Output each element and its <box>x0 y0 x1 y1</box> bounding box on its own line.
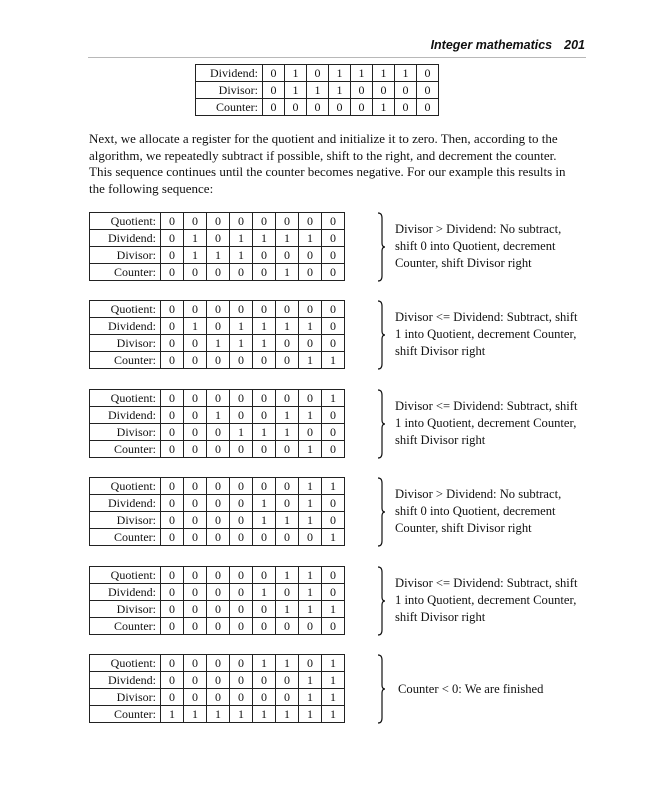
bit-cell: 0 <box>161 441 184 458</box>
bit-cell: 0 <box>276 529 299 546</box>
register-row <box>90 567 345 584</box>
bit-cell: 0 <box>230 352 253 369</box>
bit-cell: 0 <box>184 352 207 369</box>
register-row <box>90 318 345 335</box>
bit-cell: 1 <box>253 706 276 723</box>
bit-cell: 0 <box>161 247 184 264</box>
bit-cell: 0 <box>253 618 276 635</box>
bit-cell: 0 <box>417 65 439 82</box>
bit-cell: 1 <box>230 247 253 264</box>
bit-cell: 0 <box>207 512 230 529</box>
bit-cell: 0 <box>207 478 230 495</box>
bit-cell: 0 <box>276 213 299 230</box>
bit-cell: 0 <box>207 390 230 407</box>
register-label: Counter: <box>90 706 161 723</box>
initial-register-table <box>195 64 439 116</box>
step-register-table <box>89 212 345 281</box>
bit-cell: 0 <box>322 584 345 601</box>
bit-cell: 0 <box>276 584 299 601</box>
bit-cell: 1 <box>253 230 276 247</box>
bit-cell: 0 <box>253 247 276 264</box>
header-rule <box>88 57 586 58</box>
register-label: Quotient: <box>90 567 161 584</box>
bit-cell: 0 <box>207 264 230 281</box>
bit-cell: 1 <box>276 407 299 424</box>
bit-cell: 0 <box>161 213 184 230</box>
bit-cell: 0 <box>230 301 253 318</box>
bit-cell: 1 <box>253 335 276 352</box>
bit-cell: 1 <box>253 424 276 441</box>
register-label: Quotient: <box>90 213 161 230</box>
bit-cell: 0 <box>184 264 207 281</box>
bit-cell: 0 <box>184 213 207 230</box>
bit-cell: 0 <box>322 618 345 635</box>
brace-icon <box>377 212 386 282</box>
register-label: Divisor: <box>90 247 161 264</box>
bit-cell: 1 <box>230 230 253 247</box>
bit-cell: 0 <box>253 390 276 407</box>
bit-cell: 0 <box>373 82 395 99</box>
bit-cell: 0 <box>230 672 253 689</box>
bit-cell: 0 <box>184 512 207 529</box>
register-label: Counter: <box>196 99 263 116</box>
bit-cell: 1 <box>276 601 299 618</box>
bit-cell: 0 <box>161 689 184 706</box>
register-row <box>90 478 345 495</box>
bit-cell: 0 <box>276 672 299 689</box>
bit-cell: 0 <box>322 407 345 424</box>
bit-cell: 0 <box>161 567 184 584</box>
bit-cell: 0 <box>322 301 345 318</box>
step-note: Divisor > Dividend: No subtract, shift 0 into Quotient, decrement Counter, shift Divisor right <box>395 222 562 270</box>
bit-cell: 0 <box>161 424 184 441</box>
register-label: Dividend: <box>90 495 161 512</box>
register-label: Quotient: <box>90 390 161 407</box>
register-label: Divisor: <box>90 335 161 352</box>
bit-cell: 0 <box>253 301 276 318</box>
bit-cell: 1 <box>253 655 276 672</box>
bit-cell: 0 <box>207 301 230 318</box>
bit-cell: 1 <box>351 65 373 82</box>
bit-cell: 0 <box>161 618 184 635</box>
bit-cell: 1 <box>299 512 322 529</box>
bit-cell: 0 <box>253 478 276 495</box>
bit-cell: 0 <box>184 335 207 352</box>
bit-cell: 0 <box>184 529 207 546</box>
bit-cell: 1 <box>276 706 299 723</box>
bit-cell: 0 <box>253 672 276 689</box>
bit-cell: 0 <box>161 407 184 424</box>
brace-icon <box>377 389 386 459</box>
bit-cell: 0 <box>307 99 329 116</box>
bit-cell: 1 <box>322 352 345 369</box>
bit-cell: 1 <box>329 65 351 82</box>
bit-cell: 0 <box>161 335 184 352</box>
bit-cell: 0 <box>322 247 345 264</box>
register-row <box>90 495 345 512</box>
bit-cell: 1 <box>299 478 322 495</box>
register-label: Dividend: <box>90 672 161 689</box>
bit-cell: 0 <box>207 655 230 672</box>
register-row <box>90 352 345 369</box>
bit-cell: 0 <box>184 567 207 584</box>
step-note: Divisor <= Dividend: Subtract, shift 1 into Quotient, decrement Counter, shift Divisor right <box>395 310 578 358</box>
bit-cell: 0 <box>276 352 299 369</box>
bit-cell: 0 <box>161 478 184 495</box>
brace-icon <box>377 300 386 370</box>
bit-cell: 0 <box>207 352 230 369</box>
bit-cell: 1 <box>253 495 276 512</box>
bit-cell: 0 <box>230 390 253 407</box>
register-row <box>90 301 345 318</box>
bit-cell: 1 <box>299 672 322 689</box>
bit-cell: 0 <box>276 390 299 407</box>
bit-cell: 1 <box>276 230 299 247</box>
bit-cell: 0 <box>263 82 285 99</box>
step-note: Divisor <= Dividend: Subtract, shift 1 into Quotient, decrement Counter, shift Divisor right <box>395 399 578 447</box>
register-label: Counter: <box>90 618 161 635</box>
bit-cell: 1 <box>395 65 417 82</box>
bit-cell: 1 <box>285 82 307 99</box>
bit-cell: 0 <box>207 601 230 618</box>
bit-cell: 0 <box>207 495 230 512</box>
bit-cell: 0 <box>417 99 439 116</box>
register-row <box>90 230 345 247</box>
bit-cell: 1 <box>322 706 345 723</box>
bit-cell: 1 <box>230 706 253 723</box>
bit-cell: 0 <box>161 601 184 618</box>
bit-cell: 0 <box>263 65 285 82</box>
bit-cell: 1 <box>230 424 253 441</box>
bit-cell: 0 <box>351 82 373 99</box>
bit-cell: 1 <box>307 82 329 99</box>
register-label: Counter: <box>90 264 161 281</box>
bit-cell: 0 <box>207 529 230 546</box>
bit-cell: 0 <box>263 99 285 116</box>
bit-cell: 0 <box>285 99 307 116</box>
step-note: Counter < 0: We are finished <box>398 682 544 696</box>
bit-cell: 0 <box>253 689 276 706</box>
bit-cell: 0 <box>161 584 184 601</box>
bit-cell: 0 <box>184 407 207 424</box>
bit-cell: 0 <box>276 495 299 512</box>
bit-cell: 0 <box>161 390 184 407</box>
bit-cell: 0 <box>230 689 253 706</box>
bit-cell: 0 <box>299 529 322 546</box>
register-row <box>90 213 345 230</box>
bit-cell: 0 <box>184 301 207 318</box>
brace-icon <box>377 654 386 724</box>
brace-icon <box>377 566 386 636</box>
bit-cell: 1 <box>373 99 395 116</box>
register-row <box>90 264 345 281</box>
bit-cell: 0 <box>161 512 184 529</box>
bit-cell: 1 <box>276 655 299 672</box>
bit-cell: 1 <box>253 512 276 529</box>
bit-cell: 0 <box>230 618 253 635</box>
bit-cell: 0 <box>161 672 184 689</box>
bit-cell: 0 <box>299 264 322 281</box>
bit-cell: 0 <box>322 264 345 281</box>
bit-cell: 0 <box>322 495 345 512</box>
register-row <box>90 529 345 546</box>
bit-cell: 1 <box>207 706 230 723</box>
register-label: Divisor: <box>90 601 161 618</box>
register-row <box>90 424 345 441</box>
bit-cell: 0 <box>184 390 207 407</box>
bit-cell: 0 <box>253 441 276 458</box>
bit-cell: 0 <box>207 689 230 706</box>
bit-cell: 0 <box>230 407 253 424</box>
bit-cell: 0 <box>230 529 253 546</box>
register-row <box>90 247 345 264</box>
bit-cell: 1 <box>299 441 322 458</box>
bit-cell: 1 <box>207 335 230 352</box>
bit-cell: 0 <box>207 230 230 247</box>
bit-cell: 0 <box>299 335 322 352</box>
bit-cell: 0 <box>207 672 230 689</box>
bit-cell: 0 <box>161 230 184 247</box>
bit-cell: 0 <box>299 618 322 635</box>
bit-cell: 0 <box>184 584 207 601</box>
bit-cell: 1 <box>184 706 207 723</box>
bit-cell: 0 <box>276 441 299 458</box>
register-label: Quotient: <box>90 478 161 495</box>
bit-cell: 0 <box>161 495 184 512</box>
bit-cell: 0 <box>161 264 184 281</box>
bit-cell: 0 <box>184 424 207 441</box>
bit-cell: 0 <box>322 230 345 247</box>
bit-cell: 1 <box>322 529 345 546</box>
register-row <box>90 390 345 407</box>
bit-cell: 0 <box>253 352 276 369</box>
bit-cell: 1 <box>285 65 307 82</box>
bit-cell: 0 <box>299 247 322 264</box>
bit-cell: 0 <box>253 264 276 281</box>
bit-cell: 0 <box>299 213 322 230</box>
page-number: 201 <box>564 38 585 52</box>
bit-cell: 0 <box>184 441 207 458</box>
bit-cell: 1 <box>322 655 345 672</box>
bit-cell: 1 <box>276 264 299 281</box>
bit-cell: 0 <box>329 99 351 116</box>
bit-cell: 0 <box>322 512 345 529</box>
register-label: Dividend: <box>90 407 161 424</box>
bit-cell: 1 <box>184 230 207 247</box>
bit-cell: 1 <box>299 567 322 584</box>
step-register-table <box>89 566 345 635</box>
bit-cell: 1 <box>230 318 253 335</box>
register-label: Dividend: <box>90 230 161 247</box>
bit-cell: 0 <box>299 424 322 441</box>
bit-cell: 0 <box>253 213 276 230</box>
bit-cell: 0 <box>299 655 322 672</box>
bit-cell: 0 <box>307 65 329 82</box>
step-register-table <box>89 477 345 546</box>
bit-cell: 0 <box>276 618 299 635</box>
bit-cell: 1 <box>253 584 276 601</box>
register-label: Divisor: <box>196 82 263 99</box>
bit-cell: 0 <box>299 301 322 318</box>
bit-cell: 0 <box>184 672 207 689</box>
bit-cell: 1 <box>207 407 230 424</box>
bit-cell: 1 <box>299 689 322 706</box>
bit-cell: 1 <box>276 424 299 441</box>
bit-cell: 0 <box>322 335 345 352</box>
body-paragraph: Next, we allocate a register for the quotient and initialize it to zero. Then, according to the algorithm, we repeatedly subtract if possible, shift to the right, and decrement the counter. This sequence continues until the counter becomes negative. For our example this results in the following sequence: <box>89 131 566 196</box>
bit-cell: 0 <box>230 512 253 529</box>
bit-cell: 0 <box>322 213 345 230</box>
bit-cell: 0 <box>230 441 253 458</box>
bit-cell: 1 <box>322 390 345 407</box>
bit-cell: 1 <box>299 407 322 424</box>
bit-cell: 0 <box>207 424 230 441</box>
bit-cell: 1 <box>299 495 322 512</box>
bit-cell: 0 <box>299 390 322 407</box>
register-row <box>196 65 439 82</box>
bit-cell: 0 <box>253 567 276 584</box>
bit-cell: 1 <box>299 584 322 601</box>
register-row <box>90 689 345 706</box>
register-label: Divisor: <box>90 512 161 529</box>
brace-icon <box>377 477 386 547</box>
bit-cell: 0 <box>230 478 253 495</box>
bit-cell: 0 <box>230 601 253 618</box>
bit-cell: 0 <box>230 655 253 672</box>
bit-cell: 0 <box>184 478 207 495</box>
bit-cell: 1 <box>276 512 299 529</box>
bit-cell: 0 <box>351 99 373 116</box>
bit-cell: 1 <box>299 318 322 335</box>
bit-cell: 0 <box>395 82 417 99</box>
register-label: Divisor: <box>90 424 161 441</box>
register-label: Dividend: <box>90 318 161 335</box>
bit-cell: 0 <box>207 618 230 635</box>
bit-cell: 0 <box>207 213 230 230</box>
bit-cell: 0 <box>230 264 253 281</box>
bit-cell: 1 <box>322 478 345 495</box>
register-row <box>196 82 439 99</box>
register-row <box>90 335 345 352</box>
register-label: Quotient: <box>90 301 161 318</box>
bit-cell: 1 <box>184 318 207 335</box>
bit-cell: 1 <box>299 230 322 247</box>
register-row <box>90 618 345 635</box>
step-register-table <box>89 300 345 369</box>
register-row <box>90 584 345 601</box>
register-label: Quotient: <box>90 655 161 672</box>
register-row <box>90 441 345 458</box>
bit-cell: 1 <box>329 82 351 99</box>
bit-cell: 0 <box>184 601 207 618</box>
bit-cell: 0 <box>276 247 299 264</box>
register-label: Counter: <box>90 352 161 369</box>
bit-cell: 0 <box>230 213 253 230</box>
register-label: Counter: <box>90 441 161 458</box>
bit-cell: 1 <box>322 601 345 618</box>
bit-cell: 0 <box>253 407 276 424</box>
bit-cell: 1 <box>299 706 322 723</box>
bit-cell: 0 <box>322 567 345 584</box>
bit-cell: 0 <box>184 495 207 512</box>
register-label: Counter: <box>90 529 161 546</box>
bit-cell: 0 <box>161 529 184 546</box>
register-row <box>90 407 345 424</box>
register-row <box>90 706 345 723</box>
step-note: Divisor <= Dividend: Subtract, shift 1 into Quotient, decrement Counter, shift Divisor right <box>395 576 578 624</box>
register-row <box>196 99 439 116</box>
bit-cell: 0 <box>184 655 207 672</box>
bit-cell: 0 <box>207 441 230 458</box>
bit-cell: 1 <box>322 689 345 706</box>
bit-cell: 0 <box>184 689 207 706</box>
bit-cell: 1 <box>299 352 322 369</box>
bit-cell: 0 <box>322 318 345 335</box>
bit-cell: 1 <box>373 65 395 82</box>
bit-cell: 0 <box>276 335 299 352</box>
bit-cell: 0 <box>230 495 253 512</box>
bit-cell: 0 <box>230 567 253 584</box>
register-row <box>90 672 345 689</box>
register-label: Dividend: <box>90 584 161 601</box>
bit-cell: 0 <box>161 318 184 335</box>
bit-cell: 0 <box>253 601 276 618</box>
bit-cell: 1 <box>276 318 299 335</box>
bit-cell: 0 <box>417 82 439 99</box>
step-register-table <box>89 389 345 458</box>
bit-cell: 0 <box>322 441 345 458</box>
bit-cell: 0 <box>276 689 299 706</box>
bit-cell: 0 <box>207 318 230 335</box>
bit-cell: 0 <box>276 301 299 318</box>
bit-cell: 0 <box>322 424 345 441</box>
bit-cell: 1 <box>161 706 184 723</box>
bit-cell: 1 <box>230 335 253 352</box>
bit-cell: 0 <box>161 301 184 318</box>
running-header <box>431 38 585 52</box>
register-row <box>90 601 345 618</box>
bit-cell: 1 <box>207 247 230 264</box>
bit-cell: 1 <box>184 247 207 264</box>
register-label: Dividend: <box>196 65 263 82</box>
bit-cell: 0 <box>253 529 276 546</box>
bit-cell: 0 <box>161 352 184 369</box>
bit-cell: 0 <box>207 584 230 601</box>
step-note: Divisor > Dividend: No subtract, shift 0 into Quotient, decrement Counter, shift Divisor right <box>395 487 562 535</box>
bit-cell: 0 <box>184 618 207 635</box>
register-label: Divisor: <box>90 689 161 706</box>
register-row <box>90 655 345 672</box>
step-register-table <box>89 654 345 723</box>
bit-cell: 1 <box>322 672 345 689</box>
bit-cell: 1 <box>253 318 276 335</box>
bit-cell: 0 <box>395 99 417 116</box>
bit-cell: 0 <box>161 655 184 672</box>
chapter-title: Integer mathematics <box>430 38 553 52</box>
bit-cell: 1 <box>276 567 299 584</box>
bit-cell: 0 <box>276 478 299 495</box>
bit-cell: 0 <box>230 584 253 601</box>
register-row <box>90 512 345 529</box>
bit-cell: 0 <box>207 567 230 584</box>
bit-cell: 1 <box>299 601 322 618</box>
